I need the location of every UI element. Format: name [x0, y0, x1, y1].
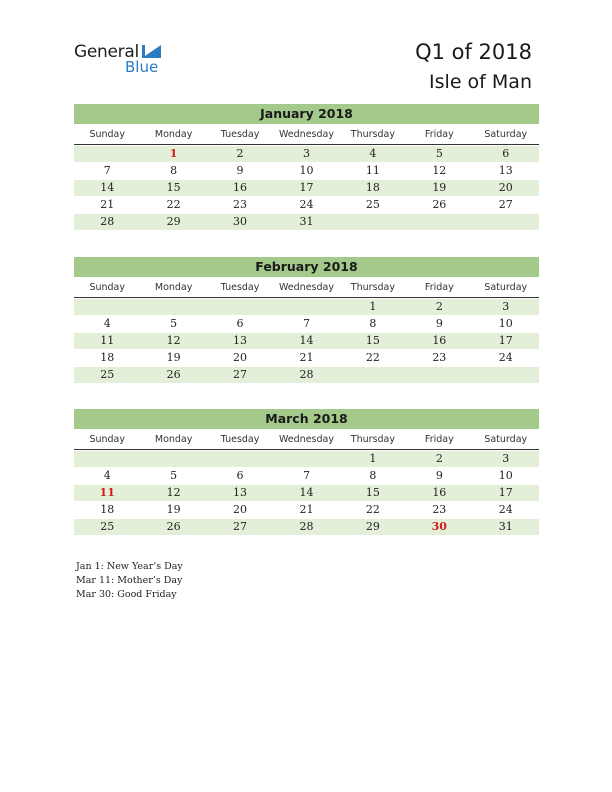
day-cell: 22 — [365, 503, 380, 516]
day-cell: 21 — [299, 351, 314, 364]
empty-day-cell — [406, 367, 472, 383]
week-row — [74, 214, 539, 230]
holiday-item: Mar 30: Good Friday — [76, 589, 177, 600]
weekday-label: Wednesday — [278, 434, 334, 445]
week-row — [74, 163, 539, 179]
weekday-label: Wednesday — [278, 129, 334, 140]
day-cell: 6 — [236, 317, 244, 330]
week-row — [74, 468, 539, 484]
empty-day-cell — [406, 214, 472, 230]
weekday-header-row — [74, 281, 539, 298]
day-cell: 16 — [233, 181, 248, 194]
day-cell: 26 — [166, 368, 181, 381]
day-cell: 5 — [170, 317, 178, 330]
day-cell: 15 — [166, 181, 181, 194]
logo-text-general: General — [74, 42, 139, 62]
holiday-list — [76, 560, 183, 602]
day-cell: 29 — [365, 520, 380, 533]
day-cell: 28 — [299, 368, 314, 381]
month-title: January 2018 — [74, 104, 539, 124]
empty-day-cell — [140, 451, 206, 467]
day-cell: 1 — [369, 452, 377, 465]
day-cell: 25 — [100, 368, 115, 381]
weekday-label: Saturday — [484, 434, 528, 445]
weekday-label: Tuesday — [220, 129, 260, 140]
day-cell: 9 — [236, 164, 244, 177]
week-row — [74, 451, 539, 467]
day-cell: 20 — [233, 503, 248, 516]
day-cell: 18 — [100, 351, 115, 364]
day-cell: 5 — [435, 147, 443, 160]
day-cell: 19 — [166, 351, 181, 364]
week-row — [74, 519, 539, 535]
weekday-label: Sunday — [89, 434, 125, 445]
day-cell: 31 — [498, 520, 513, 533]
month-calendar — [74, 104, 539, 230]
holiday-item: Jan 1: New Year’s Day — [76, 561, 183, 572]
weekday-label: Thursday — [350, 282, 395, 293]
day-cell: 24 — [498, 351, 513, 364]
week-row — [74, 485, 539, 501]
day-cell: 13 — [233, 486, 248, 499]
day-cell: 27 — [233, 520, 248, 533]
day-cell: 18 — [100, 503, 115, 516]
day-cell: 28 — [299, 520, 314, 533]
week-row — [74, 197, 539, 213]
day-cell: 10 — [498, 469, 513, 482]
empty-day-cell — [74, 451, 140, 467]
weekday-label: Wednesday — [278, 282, 334, 293]
weekday-label: Friday — [424, 434, 454, 445]
weekday-label: Thursday — [350, 129, 395, 140]
week-row — [74, 333, 539, 349]
weekday-label: Monday — [154, 434, 193, 445]
day-cell: 26 — [432, 198, 447, 211]
day-cell: 29 — [166, 215, 181, 228]
day-cell: 16 — [432, 334, 447, 347]
day-cell: 30 — [233, 215, 248, 228]
day-cell: 19 — [166, 503, 181, 516]
day-cell: 20 — [233, 351, 248, 364]
day-cell: 15 — [365, 334, 380, 347]
empty-day-cell — [473, 367, 539, 383]
weekday-label: Saturday — [484, 129, 528, 140]
empty-day-cell — [273, 451, 339, 467]
day-cell: 26 — [166, 520, 181, 533]
day-cell: 9 — [435, 317, 443, 330]
day-cell: 20 — [498, 181, 513, 194]
day-cell: 7 — [302, 469, 310, 482]
week-row — [74, 146, 539, 162]
weekday-header-row — [74, 128, 539, 145]
day-cell: 4 — [369, 147, 377, 160]
day-cell: 5 — [170, 469, 178, 482]
day-cell: 12 — [432, 164, 447, 177]
weekday-label: Tuesday — [220, 434, 260, 445]
weekday-label: Friday — [424, 282, 454, 293]
day-cell: 21 — [100, 198, 115, 211]
week-row — [74, 180, 539, 196]
weekday-label: Saturday — [484, 282, 528, 293]
day-cell: 3 — [502, 300, 510, 313]
day-cell: 11 — [100, 334, 115, 347]
day-cell: 1 — [169, 147, 178, 160]
day-cell: 19 — [432, 181, 447, 194]
day-cell: 14 — [299, 334, 314, 347]
day-cell: 10 — [498, 317, 513, 330]
day-cell: 28 — [100, 215, 115, 228]
weekday-label: Friday — [424, 129, 454, 140]
day-cell: 23 — [432, 503, 447, 516]
empty-day-cell — [273, 299, 339, 315]
weekday-header-row — [74, 433, 539, 450]
day-cell: 7 — [103, 164, 111, 177]
week-row — [74, 350, 539, 366]
day-cell: 14 — [100, 181, 115, 194]
day-cell: 27 — [233, 368, 248, 381]
page-subtitle: Isle of Man — [429, 71, 532, 93]
day-cell: 10 — [299, 164, 314, 177]
weekday-label: Sunday — [89, 282, 125, 293]
day-cell: 13 — [498, 164, 513, 177]
logo-triangle-icon — [142, 45, 161, 58]
weekday-label: Monday — [154, 129, 193, 140]
day-cell: 17 — [299, 181, 314, 194]
day-cell: 27 — [498, 198, 513, 211]
day-cell: 4 — [103, 317, 111, 330]
day-cell: 2 — [236, 147, 244, 160]
day-cell: 4 — [103, 469, 111, 482]
generalblue-logo — [74, 42, 174, 78]
day-cell: 22 — [365, 351, 380, 364]
day-cell: 2 — [435, 452, 443, 465]
day-cell: 23 — [233, 198, 248, 211]
day-cell: 6 — [236, 469, 244, 482]
empty-day-cell — [140, 299, 206, 315]
day-cell: 11 — [365, 164, 380, 177]
day-cell: 9 — [435, 469, 443, 482]
empty-day-cell — [340, 367, 406, 383]
day-cell: 25 — [365, 198, 380, 211]
day-cell: 16 — [432, 486, 447, 499]
day-cell: 13 — [233, 334, 248, 347]
month-calendar — [74, 409, 539, 535]
weekday-label: Thursday — [350, 434, 395, 445]
day-cell: 12 — [166, 486, 181, 499]
day-cell: 8 — [369, 469, 377, 482]
month-calendar — [74, 257, 539, 383]
day-cell: 21 — [299, 503, 314, 516]
day-cell: 6 — [502, 147, 510, 160]
day-cell: 3 — [302, 147, 310, 160]
weekday-label: Sunday — [89, 129, 125, 140]
page-title: Q1 of 2018 — [415, 40, 532, 64]
day-cell: 17 — [498, 486, 513, 499]
day-cell: 22 — [166, 198, 181, 211]
day-cell: 1 — [369, 300, 377, 313]
day-cell: 8 — [369, 317, 377, 330]
weekday-label: Monday — [154, 282, 193, 293]
day-cell: 17 — [498, 334, 513, 347]
day-cell: 23 — [432, 351, 447, 364]
day-cell: 7 — [302, 317, 310, 330]
day-cell: 18 — [365, 181, 380, 194]
day-cell: 15 — [365, 486, 380, 499]
day-cell: 31 — [299, 215, 314, 228]
empty-day-cell — [207, 451, 273, 467]
day-cell: 2 — [435, 300, 443, 313]
week-row — [74, 502, 539, 518]
empty-day-cell — [340, 214, 406, 230]
week-row — [74, 367, 539, 383]
day-cell: 30 — [431, 520, 447, 533]
month-title: February 2018 — [74, 257, 539, 277]
day-cell: 24 — [498, 503, 513, 516]
day-cell: 3 — [502, 452, 510, 465]
day-cell: 8 — [170, 164, 178, 177]
empty-day-cell — [473, 214, 539, 230]
holiday-item: Mar 11: Mother’s Day — [76, 575, 183, 586]
empty-day-cell — [74, 146, 140, 162]
day-cell: 25 — [100, 520, 115, 533]
day-cell: 24 — [299, 198, 314, 211]
logo-text-blue: Blue — [125, 58, 159, 76]
day-cell: 11 — [99, 486, 115, 499]
weekday-label: Tuesday — [220, 282, 260, 293]
day-cell: 12 — [166, 334, 181, 347]
month-title: March 2018 — [74, 409, 539, 429]
empty-day-cell — [207, 299, 273, 315]
week-row — [74, 299, 539, 315]
empty-day-cell — [74, 299, 140, 315]
day-cell: 14 — [299, 486, 314, 499]
week-row — [74, 316, 539, 332]
